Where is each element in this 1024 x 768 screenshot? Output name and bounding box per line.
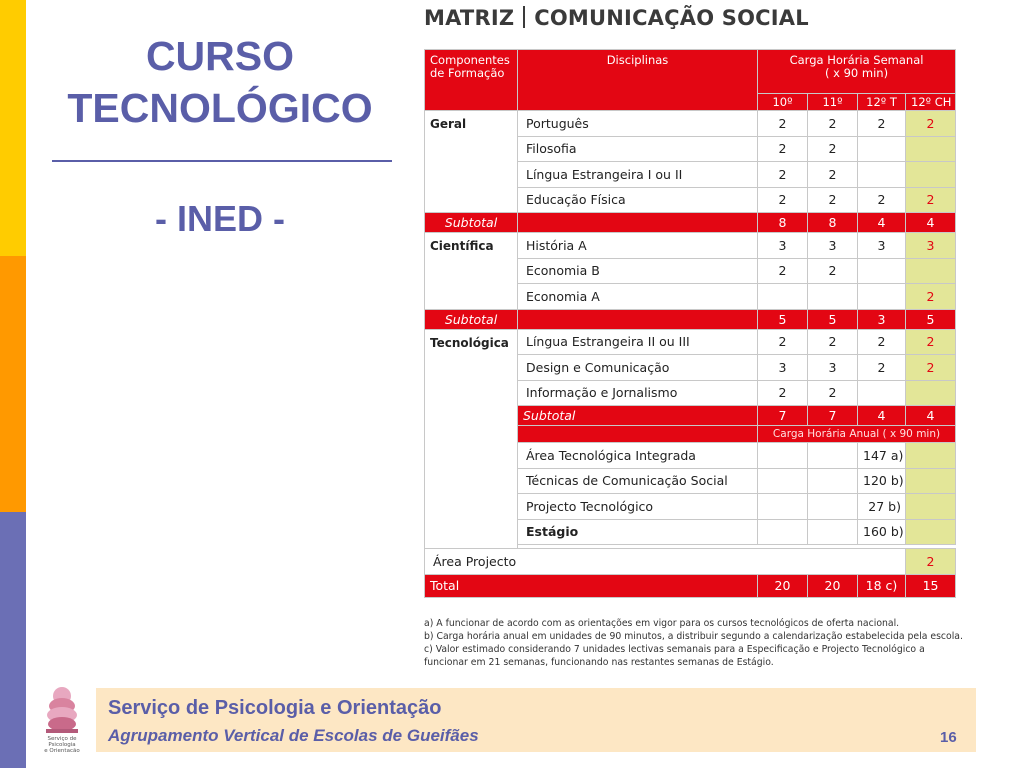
discipline-cell: Língua Estrangeira II ou III <box>518 329 758 355</box>
subtotal-value: 4 <box>906 406 956 426</box>
annual-value: 147 a) <box>858 443 906 469</box>
value-cell: 3 <box>808 355 858 381</box>
ch-cell: 2 <box>906 284 956 310</box>
subtotal-value: 4 <box>858 406 906 426</box>
title-divider <box>52 160 392 162</box>
subtotal-value: 5 <box>758 309 808 329</box>
table-row <box>425 233 956 259</box>
annual-value: 120 b) <box>858 468 906 494</box>
matrix-heading-right: COMUNICAÇÃO SOCIAL <box>534 6 809 30</box>
subtotal-label: Subtotal <box>425 309 518 329</box>
total-row <box>425 574 956 597</box>
value-cell: 3 <box>808 233 858 259</box>
subtotal-value: 7 <box>758 406 808 426</box>
annual-value: 160 b) <box>858 519 906 545</box>
value-cell: 2 <box>808 111 858 137</box>
value-cell <box>858 284 906 310</box>
ch-cell <box>906 380 956 406</box>
subtotal-value: 7 <box>808 406 858 426</box>
group-label-tecnologica: Tecnológica <box>425 329 518 549</box>
value-cell: 2 <box>808 162 858 188</box>
value-cell: 2 <box>858 329 906 355</box>
slide-title-line1: CURSO <box>145 33 295 79</box>
discipline-cell: História A <box>518 233 758 259</box>
svg-text:Serviço de: Serviço de <box>47 736 77 742</box>
ch-cell: 2 <box>906 329 956 355</box>
footer-service-name: Serviço de Psicologia e Orientação <box>108 697 442 719</box>
subtotal-label: Subtotal <box>425 213 518 233</box>
header-load <box>758 50 956 94</box>
total-value: 20 <box>758 574 808 597</box>
value-cell <box>858 380 906 406</box>
group-label-cientifica: Científica <box>425 233 518 310</box>
value-cell: 2 <box>758 329 808 355</box>
discipline-cell: Português <box>518 111 758 137</box>
discipline-cell: Economia A <box>518 284 758 310</box>
subtotal-value: 5 <box>808 309 858 329</box>
subtotal-empty <box>518 213 758 233</box>
value-cell: 2 <box>858 111 906 137</box>
discipline-cell: Design e Comunicação <box>518 355 758 381</box>
footnote: a) A funcionar de acordo com as orientações em vigor para os cursos tecnológicos de oferta nacional. <box>424 618 900 629</box>
discipline-cell: Filosofia <box>518 136 758 162</box>
value-cell <box>808 284 858 310</box>
discipline-cell: Educação Física <box>518 187 758 213</box>
svg-text:e Orientação: e Orientação <box>44 748 80 752</box>
area-projecto-row <box>425 549 956 575</box>
subtotal-label: Subtotal <box>518 406 758 426</box>
value-cell <box>858 162 906 188</box>
ch-cell <box>906 136 956 162</box>
subtotal-value: 4 <box>906 213 956 233</box>
subtotal-value: 8 <box>808 213 858 233</box>
header-year-10: 10º <box>758 94 808 111</box>
ch-cell: 2 <box>906 187 956 213</box>
header-year-11: 11º <box>808 94 858 111</box>
value-cell: 2 <box>758 162 808 188</box>
subtotal-value: 4 <box>858 213 906 233</box>
discipline-cell: Informação e Jornalismo <box>518 380 758 406</box>
annual-load-label: Carga Horária Anual ( x 90 min) <box>758 426 956 443</box>
page-number: 16 <box>940 729 957 746</box>
matrix-heading-left: MATRIZ <box>424 6 515 30</box>
discipline-cell: Língua Estrangeira I ou II <box>518 162 758 188</box>
header-year-12t: 12º T <box>858 94 906 111</box>
discipline-cell: Técnicas de Comunicação Social <box>518 468 758 494</box>
footnotes <box>424 617 984 669</box>
total-label: Total <box>425 574 758 597</box>
value-cell <box>758 284 808 310</box>
svg-text:Psicologia: Psicologia <box>48 742 76 748</box>
header-year-12ch: 12º CH <box>906 94 956 111</box>
group-label-geral: Geral <box>425 111 518 213</box>
value-cell: 2 <box>758 136 808 162</box>
value-cell: 2 <box>758 111 808 137</box>
subtotal-row-cientifica <box>425 309 956 329</box>
slide-title <box>40 30 400 134</box>
table-row <box>425 111 956 137</box>
value-cell: 2 <box>758 187 808 213</box>
discipline-cell: Economia B <box>518 258 758 284</box>
value-cell: 2 <box>758 380 808 406</box>
header-disciplines: Disciplinas <box>518 50 758 111</box>
value-cell: 2 <box>808 329 858 355</box>
header-load-unit: ( x 90 min) <box>824 66 889 80</box>
value-cell <box>858 136 906 162</box>
value-cell: 2 <box>858 355 906 381</box>
ch-cell: 2 <box>906 549 956 575</box>
left-bar-yellow <box>0 0 26 256</box>
value-cell: 2 <box>808 187 858 213</box>
value-cell: 3 <box>858 233 906 259</box>
table-row <box>425 329 956 355</box>
total-value: 15 <box>906 574 956 597</box>
value-cell: 2 <box>808 258 858 284</box>
value-cell: 2 <box>808 136 858 162</box>
subtotal-value: 5 <box>906 309 956 329</box>
discipline-cell: Área Tecnológica Integrada <box>518 443 758 469</box>
ch-cell: 3 <box>906 233 956 259</box>
subtotal-value: 8 <box>758 213 808 233</box>
subtotal-value: 3 <box>858 309 906 329</box>
discipline-cell: Projecto Tecnológico <box>518 494 758 520</box>
left-bar-orange <box>0 256 26 512</box>
value-cell: 2 <box>758 258 808 284</box>
value-cell: 2 <box>808 380 858 406</box>
value-cell: 3 <box>758 355 808 381</box>
footer-school-name: Agrupamento Vertical de Escolas de Gueifães <box>108 726 479 745</box>
footnote: b) Carga horária anual em unidades de 90 minutos, a distribuir segundo a calendarização estabelecida pela escola. <box>424 631 963 642</box>
subtotal-row-geral <box>425 213 956 233</box>
slide-title-line2: TECNOLÓGICO <box>67 85 373 131</box>
ch-cell: 2 <box>906 355 956 381</box>
spo-logo-icon <box>36 682 88 752</box>
value-cell: 3 <box>758 233 808 259</box>
annual-value: 27 b) <box>858 494 906 520</box>
ch-cell: 2 <box>906 111 956 137</box>
total-value: 20 <box>808 574 858 597</box>
footnote: c) Valor estimado considerando 7 unidades lectivas semanais para a Especificação e Projecto Tecnológico a <box>424 644 925 655</box>
heading-separator <box>523 6 525 28</box>
curriculum-matrix-table <box>424 49 956 598</box>
ch-cell <box>906 258 956 284</box>
subtotal-empty <box>518 309 758 329</box>
value-cell: 2 <box>858 187 906 213</box>
total-value: 18 c) <box>858 574 906 597</box>
area-projecto-label: Área Projecto <box>425 549 906 575</box>
left-bar-purple <box>0 512 26 768</box>
footnote: funcionar em 21 semanas, funcionando nas restantes semanas de Estágio. <box>424 657 774 668</box>
value-cell <box>858 258 906 284</box>
matrix-heading <box>424 6 809 30</box>
ch-cell <box>906 162 956 188</box>
slide-subtitle: - INED - <box>155 198 285 239</box>
discipline-cell: Estágio <box>518 519 758 545</box>
header-components: Componentes de Formação <box>425 50 518 111</box>
header-load-title: Carga Horária Semanal <box>789 53 924 67</box>
